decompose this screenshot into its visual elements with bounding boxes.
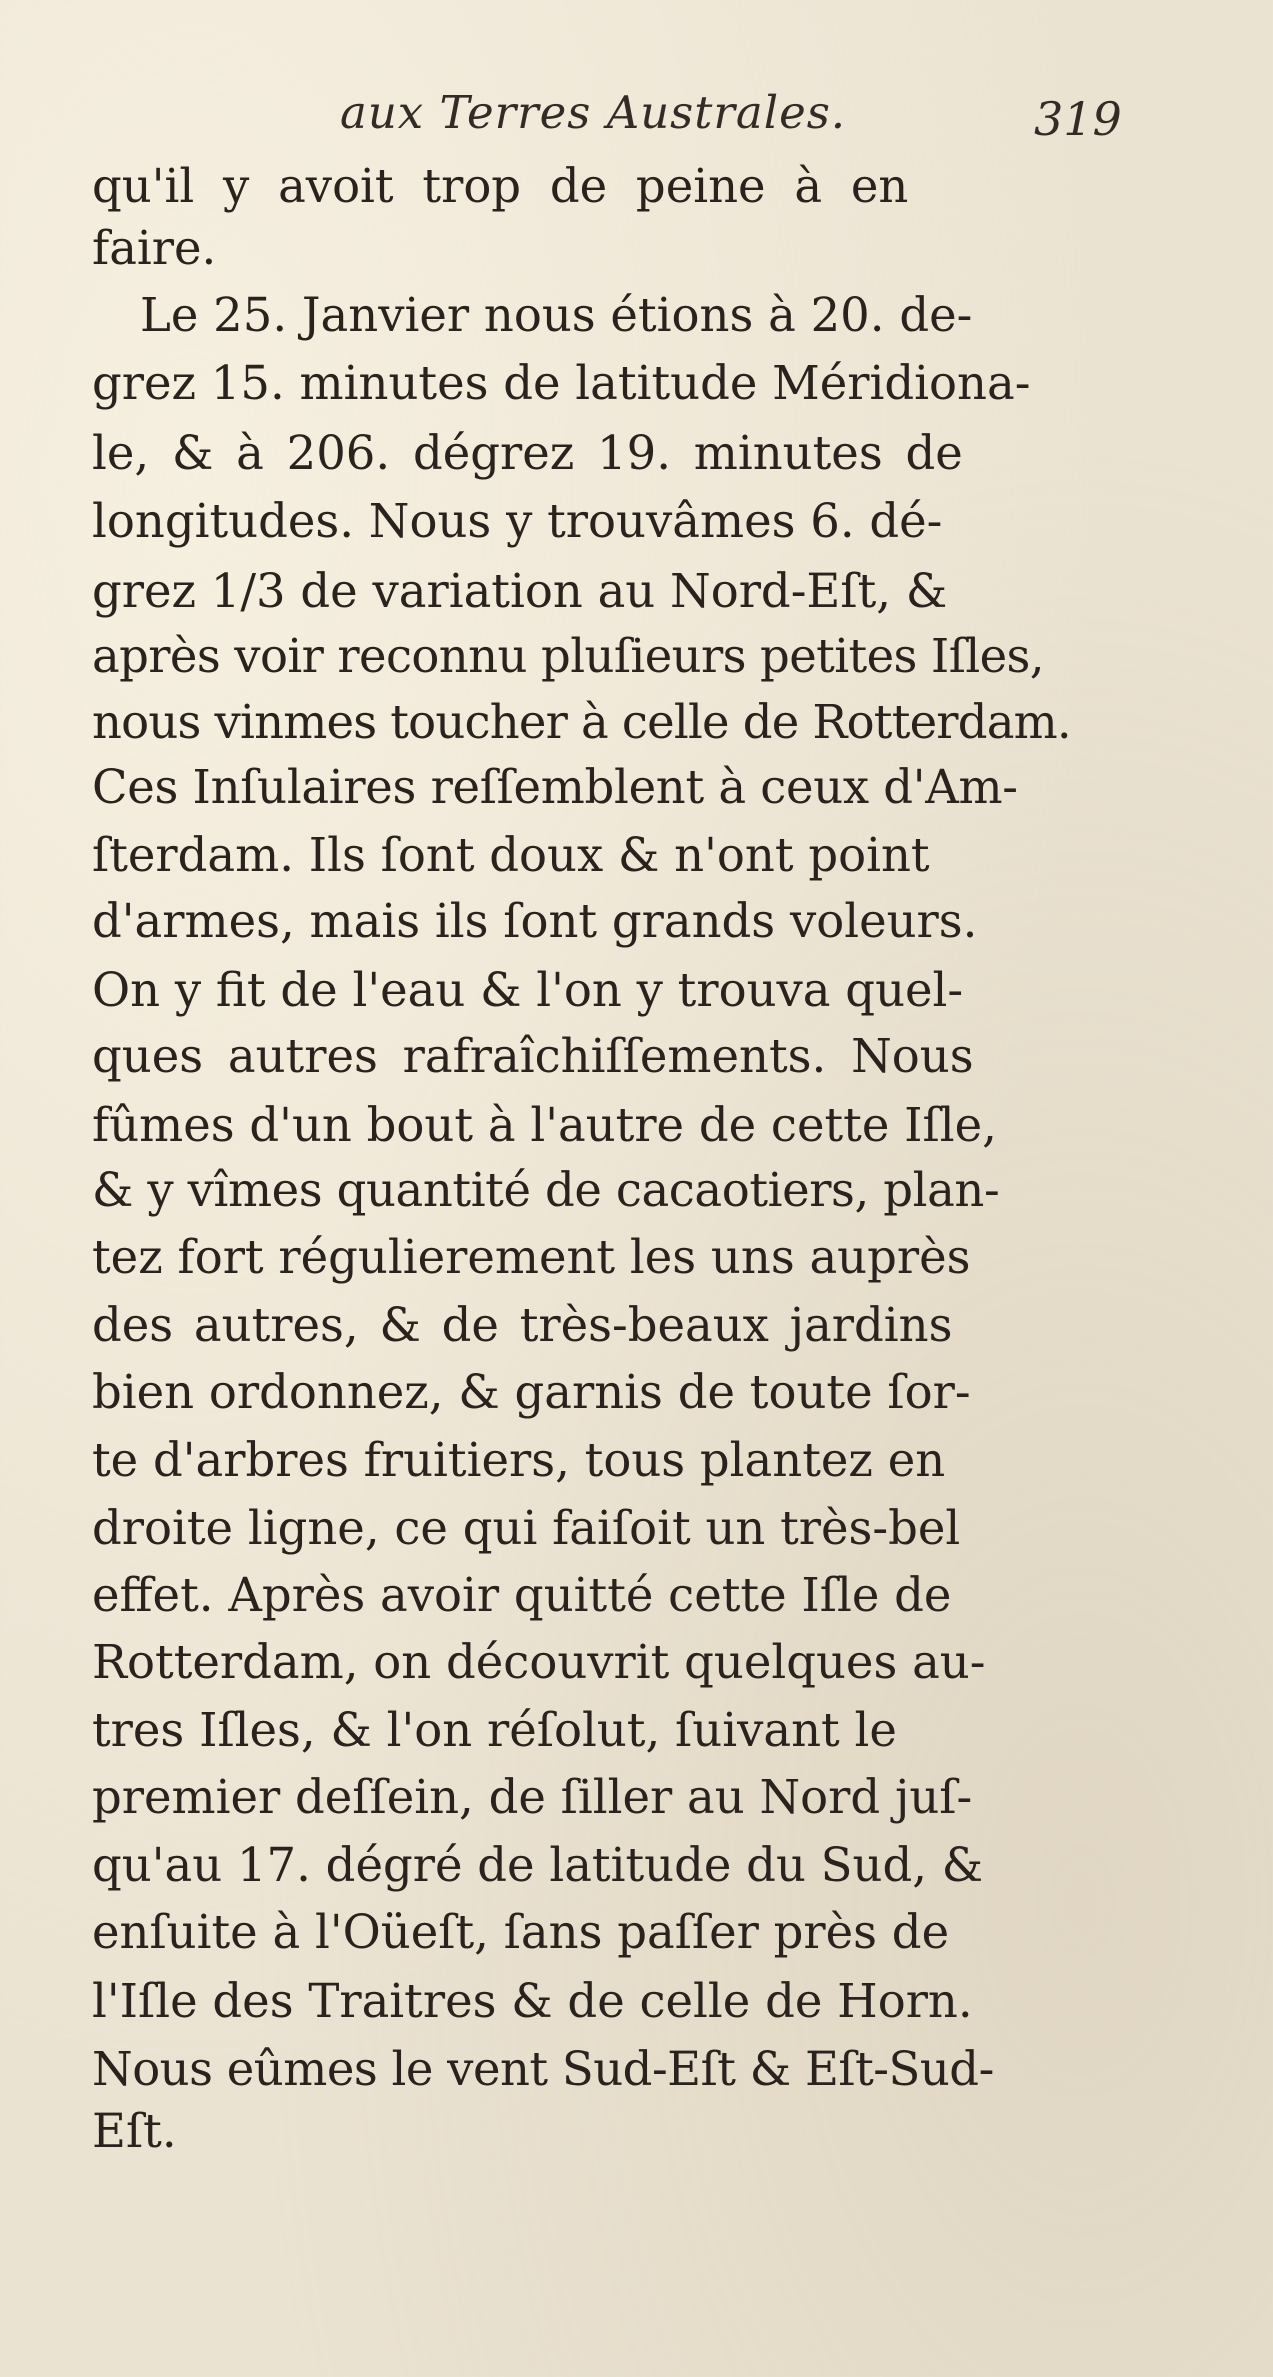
text-line: tez fort régulierement les uns auprès (92, 1230, 971, 1284)
text-line: après voir reconnu pluſieurs petites Iſles, (92, 629, 1044, 683)
text-line: fûmes d'un bout à l'autre de cette Iſle, (92, 1098, 997, 1152)
text-line: bien ordonnez, & garnis de toute ſor- (92, 1365, 971, 1419)
text-line: & y vîmes quantité de cacaotiers, plan- (92, 1163, 1000, 1217)
text-line: Nous eûmes le vent Sud-Eſt & Eſt-Sud- (92, 2042, 994, 2096)
text-line: nous vinmes toucher à celle de Rotterdam. (92, 695, 1071, 749)
text-line: ſterdam. Ils ſont doux & n'ont point (92, 828, 930, 882)
text-line: effet. Après avoir quitté cette Iſle de (92, 1568, 952, 1622)
text-line: qu'au 17. dégré de latitude du Sud, & (92, 1838, 984, 1892)
text-line: Ces Inſulaires reſſemblent à ceux d'Am- (92, 760, 1018, 814)
text-line: tres Iſles, & l'on réſolut, ſuivant le (92, 1703, 897, 1757)
text-line: des autres, & de très-beaux jardins (92, 1298, 953, 1352)
text-line: grez 1/3 de variation au Nord-Eſt, & (92, 564, 948, 618)
text-line: d'armes, mais ils ſont grands voleurs. (92, 894, 978, 948)
text-line: le, & à 206. dégrez 19. minutes de (92, 426, 963, 480)
text-line: ques autres rafraîchiſſements. Nous (92, 1029, 974, 1083)
text-line: faire. (92, 221, 217, 275)
text-line: premier deſſein, de ſiller au Nord juſ- (92, 1770, 973, 1824)
text-line: grez 15. minutes de latitude Méridiona- (92, 356, 1031, 410)
running-head: aux Terres Australes. (340, 86, 847, 139)
text-line: qu'il y avoit trop de peine à en (92, 159, 909, 213)
text-line: Rotterdam, on découvrit quelques au- (92, 1635, 986, 1689)
text-line: te d'arbres fruitiers, tous plantez en (92, 1433, 946, 1487)
text-line: On y fit de l'eau & l'on y trouva quel- (92, 963, 964, 1017)
text-line: Le 25. Janvier nous étions à 20. de- (140, 288, 973, 342)
text-line: Eſt. (92, 2104, 177, 2158)
text-line: enſuite à l'Oüeſt, ſans paſſer près de (92, 1905, 950, 1959)
page-number: 319 (1034, 92, 1122, 146)
text-line: longitudes. Nous y trouvâmes 6. dé- (92, 494, 943, 548)
text-line: droite ligne, ce qui faiſoit un très-bel (92, 1501, 961, 1555)
text-line: l'Iſle des Traitres & de celle de Horn. (92, 1974, 973, 2028)
